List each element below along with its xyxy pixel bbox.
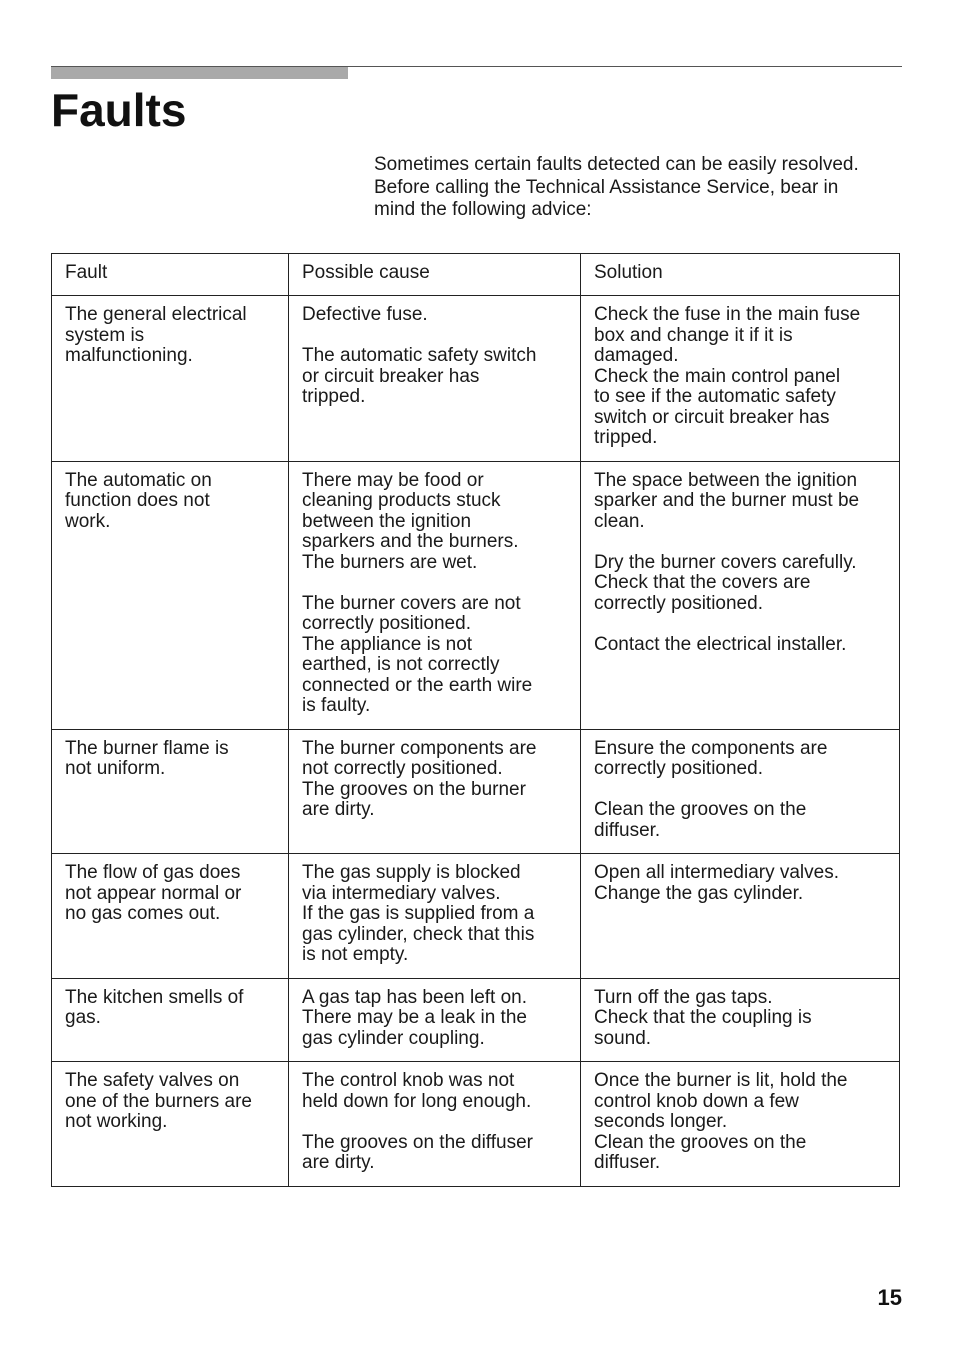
cell-line: The grooves on the burner <box>302 778 526 800</box>
cell-line: via intermediary valves. <box>302 882 501 904</box>
possible-cause-cell <box>289 461 581 729</box>
solution-cell <box>581 978 900 1062</box>
cell-line: not working. <box>65 1111 168 1132</box>
cell-line: The burner flame is <box>65 737 229 759</box>
cell-line: Clean the grooves on the <box>594 799 807 820</box>
cell-paragraph <box>302 739 570 821</box>
cell-paragraph <box>65 739 278 780</box>
header-fault: Fault <box>52 254 289 296</box>
cell-line: tripped. <box>594 427 658 448</box>
cell-line: work. <box>65 510 111 532</box>
cell-line: switch or circuit breaker has <box>594 406 830 428</box>
cell-line: control knob down a few <box>594 1090 799 1112</box>
table-row <box>52 978 900 1062</box>
cell-line: Clean the grooves on the <box>594 1131 807 1153</box>
cell-line: is not empty. <box>302 944 409 965</box>
cell-line: There may be a leak in the <box>302 1007 527 1028</box>
cell-line: between the ignition <box>302 510 472 532</box>
cell-line: or circuit breaker has <box>302 365 480 387</box>
cell-line: gas. <box>65 1007 101 1028</box>
faults-table <box>51 253 900 1187</box>
cell-paragraph <box>302 471 570 574</box>
fault-cell <box>52 1062 289 1187</box>
cell-line: The gas supply is blocked <box>302 862 521 883</box>
header-possible-cause: Possible cause <box>289 254 581 296</box>
cell-line: system is <box>65 324 145 346</box>
cell-paragraph <box>302 346 570 408</box>
cell-line: The safety valves on <box>65 1070 240 1091</box>
cell-line: If the gas is supplied from a <box>302 903 535 924</box>
solution-cell <box>581 1062 900 1187</box>
cell-line: The burner covers are not <box>302 592 521 614</box>
cell-line: not correctly positioned. <box>302 758 503 779</box>
solution-cell <box>581 461 900 729</box>
possible-cause-cell <box>289 729 581 854</box>
possible-cause-cell <box>289 296 581 462</box>
cell-line: Defective fuse. <box>302 304 428 325</box>
table-row <box>52 1062 900 1187</box>
cell-paragraph <box>65 863 278 925</box>
cell-line: diffuser. <box>594 1152 661 1173</box>
solution-cell <box>581 296 900 462</box>
cell-line: to see if the automatic safety <box>594 386 836 407</box>
cell-paragraph <box>65 471 278 533</box>
cell-line: The control knob was not <box>302 1070 515 1091</box>
cell-paragraph <box>594 553 889 615</box>
solution-cell <box>581 729 900 854</box>
cell-paragraph <box>302 988 570 1050</box>
cell-line: tripped. <box>302 386 366 407</box>
cell-line: are dirty. <box>302 799 375 820</box>
intro-text <box>374 154 914 222</box>
cell-paragraph <box>594 739 889 780</box>
cell-line: are dirty. <box>302 1152 375 1173</box>
cell-line: Once the burner is lit, hold the <box>594 1070 848 1091</box>
cell-line: held down for long enough. <box>302 1090 532 1112</box>
cell-line: connected or the earth wire <box>302 674 533 696</box>
cell-line: gas cylinder coupling. <box>302 1027 485 1049</box>
cell-line: sound. <box>594 1027 652 1049</box>
cell-line: Contact the electrical installer. <box>594 633 847 655</box>
cell-line: Ensure the components are <box>594 737 828 759</box>
fault-cell <box>52 296 289 462</box>
fault-cell <box>52 854 289 979</box>
fault-cell <box>52 461 289 729</box>
cell-paragraph <box>302 863 570 966</box>
cell-line: box and change it if it is <box>594 324 793 346</box>
cell-paragraph <box>594 635 889 656</box>
solution-cell <box>581 854 900 979</box>
cell-line: correctly positioned. <box>594 592 763 614</box>
cell-line: sparker and the burner must be <box>594 490 860 511</box>
cell-line: cleaning products stuck <box>302 490 501 511</box>
cell-paragraph <box>594 1071 889 1174</box>
cell-line: not appear normal or <box>65 882 242 904</box>
faults-table-body <box>52 296 900 1187</box>
cell-paragraph <box>65 305 278 367</box>
cell-line: is faulty. <box>302 695 371 716</box>
cell-line: The general electrical <box>65 304 247 325</box>
cell-line: earthed, is not correctly <box>302 654 500 675</box>
intro-line: Sometimes certain faults detected can be easily resolved. <box>374 154 859 175</box>
cell-line: sparkers and the burners. <box>302 531 519 552</box>
cell-line: The flow of gas does <box>65 862 241 883</box>
cell-paragraph <box>65 988 278 1029</box>
cell-line: The appliance is not <box>302 633 473 655</box>
cell-paragraph <box>302 1133 570 1174</box>
cell-paragraph <box>302 594 570 717</box>
cell-line: Change the gas cylinder. <box>594 882 804 904</box>
cell-line: not uniform. <box>65 758 166 779</box>
cell-line: one of the burners are <box>65 1090 252 1112</box>
cell-line: The space between the ignition <box>594 469 858 491</box>
possible-cause-cell <box>289 854 581 979</box>
table-row <box>52 854 900 979</box>
cell-line: damaged. <box>594 345 679 366</box>
cell-line: diffuser. <box>594 819 661 841</box>
cell-line: Open all intermediary valves. <box>594 862 839 883</box>
cell-line: malfunctioning. <box>65 345 193 366</box>
cell-line: correctly positioned. <box>302 613 471 634</box>
cell-paragraph <box>65 1071 278 1133</box>
header-bar <box>51 67 348 79</box>
cell-line: clean. <box>594 510 645 532</box>
page-number: 15 <box>877 1285 902 1310</box>
fault-cell <box>52 729 289 854</box>
cell-line: The kitchen smells of <box>65 986 244 1008</box>
cell-line: A gas tap has been left on. <box>302 986 528 1008</box>
table-row <box>52 461 900 729</box>
cell-line: The automatic on <box>65 469 212 491</box>
cell-paragraph <box>594 471 889 533</box>
cell-line: correctly positioned. <box>594 758 763 779</box>
cell-line: gas cylinder, check that this <box>302 923 535 945</box>
cell-line: Check that the covers are <box>594 572 811 593</box>
fault-cell <box>52 978 289 1062</box>
header-solution: Solution <box>581 254 900 296</box>
cell-line: function does not <box>65 490 210 511</box>
cell-line: Check that the coupling is <box>594 1007 812 1028</box>
cell-line: Check the fuse in the main fuse <box>594 304 861 325</box>
cell-paragraph <box>594 800 889 841</box>
possible-cause-cell <box>289 978 581 1062</box>
cell-line: There may be food or <box>302 469 484 491</box>
cell-paragraph <box>594 988 889 1050</box>
intro-line: mind the following advice: <box>374 199 592 220</box>
intro-line: Before calling the Technical Assistance Service, bear in <box>374 176 839 198</box>
cell-line: Dry the burner covers carefully. <box>594 551 857 573</box>
cell-paragraph <box>302 1071 570 1112</box>
cell-line: Turn off the gas taps. <box>594 986 773 1008</box>
cell-line: The burners are wet. <box>302 551 478 573</box>
cell-line: The automatic safety switch <box>302 345 537 366</box>
cell-paragraph <box>302 305 570 326</box>
page-title: Faults <box>51 84 187 136</box>
table-row <box>52 296 900 462</box>
cell-paragraph <box>594 863 889 904</box>
cell-line: The burner components are <box>302 737 537 759</box>
cell-line: seconds longer. <box>594 1111 728 1132</box>
table-row <box>52 729 900 854</box>
cell-paragraph <box>594 305 889 449</box>
possible-cause-cell <box>289 1062 581 1187</box>
table-header-row <box>52 254 900 296</box>
cell-line: The grooves on the diffuser <box>302 1131 533 1153</box>
cell-line: Check the main control panel <box>594 365 841 387</box>
cell-line: no gas comes out. <box>65 903 221 924</box>
